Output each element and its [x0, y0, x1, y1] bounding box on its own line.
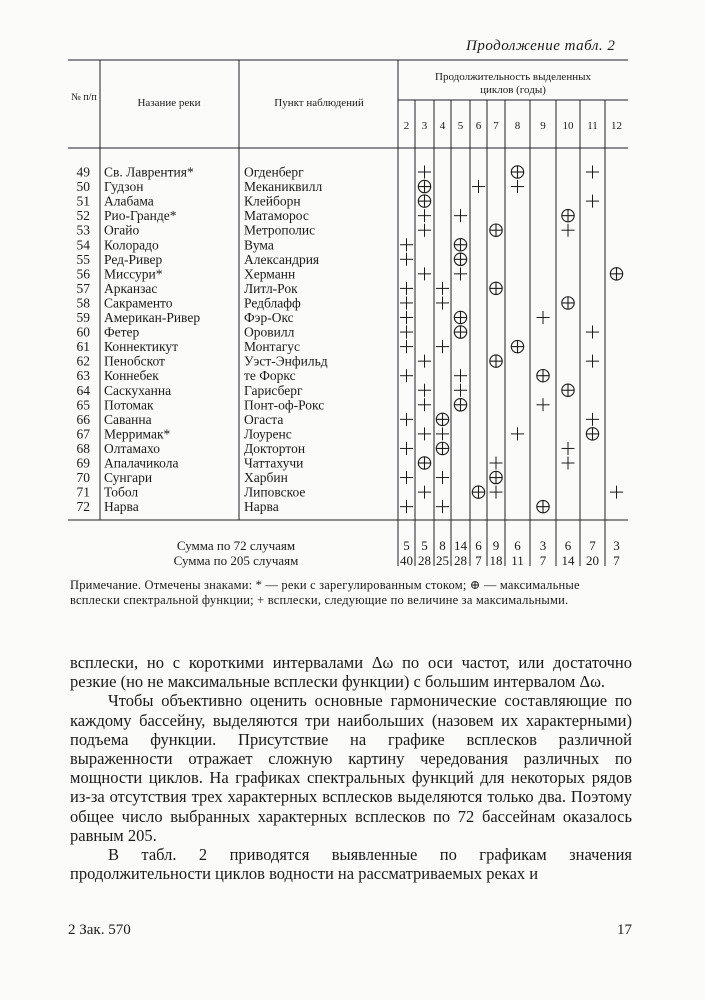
max-burst-mark	[418, 195, 430, 207]
svg-text:Продолжительность выделенных: Продолжительность выделенных	[435, 71, 591, 83]
max-burst-mark	[562, 209, 574, 221]
max-burst-mark	[418, 180, 430, 192]
row-number: 63	[76, 368, 90, 384]
row-number: 50	[76, 179, 90, 195]
max-burst-mark	[490, 224, 502, 236]
station-name: Оровилл	[244, 324, 295, 340]
station-name: Метрополис	[244, 222, 316, 238]
sum205-value: 11	[511, 553, 524, 568]
max-burst-mark	[454, 239, 466, 251]
max-burst-mark	[562, 297, 574, 309]
secondary-burst-mark	[400, 369, 413, 382]
sum205-value: 7	[475, 553, 482, 568]
sum72-value: 5	[403, 538, 410, 553]
river-name: Саванна	[104, 411, 152, 427]
station-name: Нарва	[244, 499, 279, 515]
cycle-header: 9	[540, 120, 546, 132]
secondary-burst-mark	[418, 398, 431, 411]
river-name: Саскуханна	[104, 382, 172, 398]
row-number: 71	[76, 484, 90, 500]
cycle-header: 2	[403, 120, 410, 132]
secondary-burst-mark	[400, 296, 413, 309]
river-name: Мерримак*	[104, 426, 171, 442]
body-text	[70, 653, 632, 883]
station-name: Меканиквилл	[244, 179, 323, 195]
cycle-header: 7	[493, 120, 499, 132]
sum205-value: 7	[539, 553, 547, 568]
secondary-burst-mark	[511, 427, 524, 440]
station-name: Огаста	[244, 411, 284, 427]
secondary-burst-mark	[562, 442, 575, 455]
secondary-burst-mark	[400, 311, 413, 324]
max-burst-mark	[511, 340, 523, 352]
row-number: 68	[76, 440, 90, 456]
max-burst-mark	[454, 253, 466, 265]
sum205-label: Сумма по 205 случаям	[173, 553, 299, 568]
svg-text:циклов (годы): циклов (годы)	[480, 84, 546, 96]
sum205-value: 28	[454, 553, 467, 568]
table-note: Примечание. Отмечены знаками: * — реки с зарегулированным стоком; ⊕ — максимальные всплески спектральной функции; + всплески, следующие по величине за максимальными.	[70, 578, 580, 607]
river-name: Сунгари	[104, 470, 153, 486]
river-name: Коннектикут	[104, 339, 179, 355]
row-number: 51	[76, 193, 90, 209]
secondary-burst-mark	[436, 500, 449, 513]
page-number: 17	[617, 922, 632, 938]
cycle-header: 5	[457, 120, 464, 132]
max-burst-mark	[490, 471, 502, 483]
secondary-burst-mark	[400, 253, 413, 266]
secondary-burst-mark	[586, 355, 599, 368]
max-burst-mark	[490, 355, 502, 367]
station-name: Уэст-Энфильд	[244, 353, 328, 369]
secondary-burst-mark	[454, 209, 467, 222]
river-name: Рио-Гранде*	[104, 208, 177, 224]
secondary-burst-mark	[586, 413, 599, 426]
secondary-burst-mark	[400, 471, 413, 484]
row-number: 72	[76, 499, 90, 515]
secondary-burst-mark	[610, 486, 623, 499]
row-number: 54	[76, 237, 90, 253]
table-caption: Продолжение табл. 2	[466, 38, 616, 54]
max-burst-mark	[454, 311, 466, 323]
row-number: 61	[76, 339, 90, 355]
secondary-burst-mark	[586, 195, 599, 208]
station-name: Липовское	[244, 484, 306, 500]
station-name: Доктортон	[244, 440, 306, 456]
row-number: 55	[76, 251, 90, 267]
secondary-burst-mark	[472, 180, 485, 193]
secondary-burst-mark	[418, 224, 431, 237]
station-name: Гарисберг	[244, 382, 303, 398]
cycle-header: 11	[587, 120, 598, 132]
row-number: 49	[76, 164, 90, 180]
sum72-value: 9	[492, 538, 500, 553]
river-name: Колорадо	[104, 237, 159, 253]
river-name: Алабама	[104, 193, 154, 209]
station-name: Монтагус	[244, 339, 300, 355]
secondary-burst-mark	[418, 355, 431, 368]
secondary-burst-mark	[400, 282, 413, 295]
secondary-burst-mark	[436, 427, 449, 440]
max-burst-mark	[436, 413, 448, 425]
river-name: Нарва	[104, 499, 139, 515]
river-name: Ред-Ривер	[104, 251, 163, 267]
row-number: 66	[76, 411, 90, 427]
station-name: Матаморос	[244, 208, 309, 224]
cycle-header: 8	[514, 120, 521, 132]
secondary-burst-mark	[454, 384, 467, 397]
station-name: Литл-Рок	[244, 280, 298, 296]
river-name: Тобол	[104, 484, 139, 500]
station-name: Фэр-Окс	[244, 310, 294, 325]
max-burst-mark	[537, 370, 549, 382]
secondary-burst-mark	[537, 311, 550, 324]
sum72-value: 7	[589, 538, 596, 553]
sum205-value: 28	[418, 553, 431, 568]
row-number: 57	[76, 280, 90, 296]
station-name: Чаттахучи	[244, 455, 304, 471]
row-number: 60	[76, 324, 90, 340]
sum205-value: 20	[586, 553, 599, 568]
river-name: Св. Лаврентия*	[104, 164, 194, 180]
cycle-header: 12	[611, 120, 622, 132]
river-name: Арканзас	[104, 280, 158, 296]
sum205-value: 40	[400, 553, 413, 568]
secondary-burst-mark	[400, 500, 413, 513]
max-burst-mark	[490, 282, 502, 294]
secondary-burst-mark	[490, 457, 503, 470]
paragraph: В табл. 2 приводятся выявленные по графикам значения продолжительности циклов водности на рассматриваемых реках и	[70, 845, 632, 884]
river-name: Гудзон	[104, 179, 144, 195]
paragraph: всплески, но с короткими интервалами Δω по оси частот, или достаточно резкие (но не максимальные всплески функции) с большим интервалом Δω.	[70, 653, 632, 692]
sum72-value: 5	[421, 538, 428, 553]
secondary-burst-mark	[586, 166, 599, 179]
sum72-value: 6	[514, 538, 521, 553]
row-number: 65	[76, 397, 90, 413]
max-burst-mark	[418, 457, 430, 469]
header-num: № п/п	[71, 92, 97, 103]
secondary-burst-mark	[418, 486, 431, 499]
secondary-burst-mark	[418, 384, 431, 397]
station-name: Лоуренс	[244, 426, 292, 442]
secondary-burst-mark	[436, 296, 449, 309]
secondary-burst-mark	[418, 427, 431, 440]
max-burst-mark	[610, 268, 622, 280]
sum72-value: 8	[439, 538, 446, 553]
max-burst-mark	[586, 428, 598, 440]
row-number: 53	[76, 222, 90, 238]
max-burst-mark	[454, 326, 466, 338]
max-burst-mark	[537, 500, 549, 512]
river-name: Огайо	[104, 222, 140, 238]
sum205-value: 14	[561, 553, 575, 568]
max-burst-mark	[511, 166, 523, 178]
secondary-burst-mark	[400, 442, 413, 455]
sum72-value: 14	[454, 538, 467, 553]
secondary-burst-mark	[436, 471, 449, 484]
secondary-burst-mark	[400, 340, 413, 353]
secondary-burst-mark	[511, 180, 524, 193]
secondary-burst-mark	[400, 413, 413, 426]
sum72-value: 3	[613, 538, 620, 553]
secondary-burst-mark	[562, 224, 575, 237]
station-name: те Форкс	[244, 368, 296, 384]
secondary-burst-mark	[537, 398, 550, 411]
station-name: Редблафф	[244, 295, 301, 311]
row-number: 62	[76, 353, 90, 369]
station-name: Харбин	[244, 470, 288, 486]
header-river: Назание реки	[137, 97, 201, 109]
river-name: Апалачикола	[104, 455, 179, 471]
river-name: Коннебек	[104, 368, 159, 384]
secondary-burst-mark	[418, 209, 431, 222]
cycle-header: 10	[562, 120, 574, 132]
secondary-burst-mark	[586, 326, 599, 339]
secondary-burst-mark	[454, 369, 467, 382]
print-order: 2 Зак. 570	[68, 922, 131, 938]
header-duration	[435, 71, 591, 96]
row-number: 67	[76, 426, 90, 442]
river-name: Пенобскот	[104, 353, 165, 369]
secondary-burst-mark	[490, 486, 503, 499]
row-number: 52	[76, 208, 90, 224]
sum205-value: 7	[613, 553, 620, 568]
station-name: Огденберг	[244, 164, 304, 180]
station-name: Вума	[244, 237, 274, 253]
header-station: Пункт наблюдений	[274, 97, 364, 109]
river-name: Фетер	[104, 324, 140, 340]
cycle-header: 4	[439, 120, 446, 132]
sum205-value: 25	[436, 553, 449, 568]
river-name: Сакраменто	[104, 295, 173, 311]
secondary-burst-mark	[418, 166, 431, 179]
station-name: Понт-оф-Рокс	[244, 397, 325, 413]
sum72-value: 6	[475, 538, 482, 553]
sum205-value: 18	[489, 553, 503, 568]
max-burst-mark	[436, 442, 448, 454]
secondary-burst-mark	[436, 282, 449, 295]
station-name: Херманн	[244, 266, 296, 282]
max-burst-mark	[472, 486, 484, 498]
secondary-burst-mark	[562, 457, 575, 470]
river-name: Американ-Ривер	[104, 310, 201, 325]
cycle-header: 3	[421, 120, 428, 132]
sum72-value: 3	[539, 538, 547, 553]
secondary-burst-mark	[436, 340, 449, 353]
row-number: 59	[76, 310, 90, 325]
sum72-label: Сумма по 72 случаям	[176, 538, 296, 553]
station-name: Александрия	[244, 251, 320, 267]
secondary-burst-mark	[400, 238, 413, 251]
river-name: Олтамахо	[104, 440, 160, 456]
secondary-burst-mark	[400, 326, 413, 339]
secondary-burst-mark	[454, 267, 467, 280]
row-number: 58	[76, 295, 90, 311]
river-name: Миссури*	[104, 266, 163, 282]
station-name: Клейборн	[244, 193, 301, 209]
max-burst-mark	[562, 384, 574, 396]
paragraph: Чтобы объективно оценить основные гармонические составляющие по каждому бассейну, выделяются три наибольших (назовем их характерными) подъема функции. Присутствие на графике всплесков различной выраженности отражает сложную картину чередования различных по мощности циклов. На графиках спектральных функций для некоторых рядов из-за отсутствия трех характерных всплесков выделяются только два. Поэтому общее число выбранных характерных всплесков по 72 бассейнам оказалось равным 205.	[70, 691, 632, 845]
row-number: 70	[76, 470, 90, 486]
max-burst-mark	[454, 399, 466, 411]
river-name: Потомак	[104, 397, 154, 413]
secondary-burst-mark	[418, 267, 431, 280]
cycle-header: 6	[475, 120, 482, 132]
sum72-value: 6	[564, 538, 572, 553]
row-number: 64	[76, 382, 90, 398]
row-number: 56	[76, 266, 90, 282]
row-number: 69	[76, 455, 90, 471]
